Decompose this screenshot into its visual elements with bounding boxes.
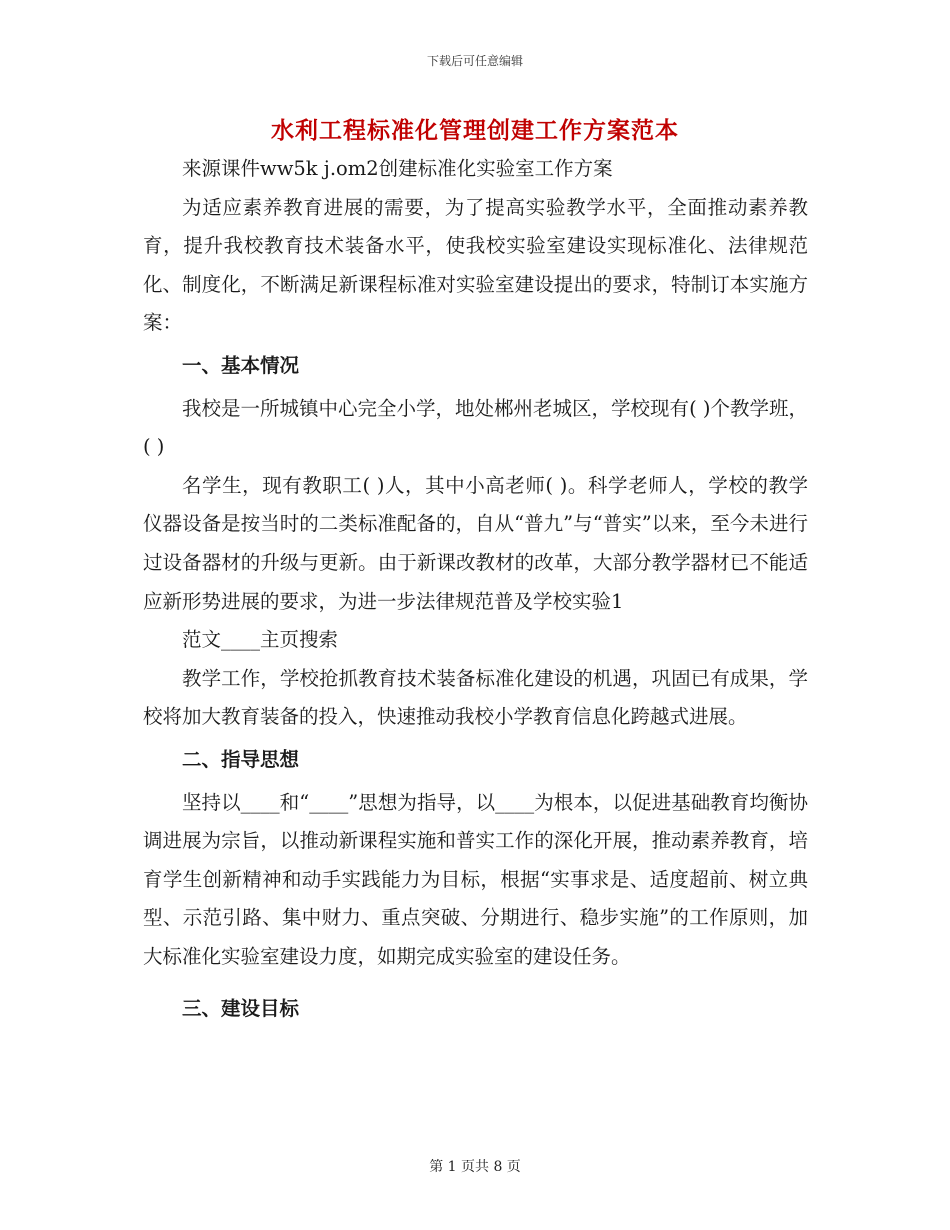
section-heading-construction-goals: 三、建设目标 xyxy=(182,997,300,1021)
basic-info-paragraph-3: 教学工作，学校抢抓教育技术装备标准化建设的机遇，巩固已有成果，学校将加大教育装备的投入，快速推动我校小学教育信息化跨越式进展。 xyxy=(143,666,808,729)
document-title: 水利工程标准化管理创建工作方案范本 xyxy=(271,117,679,144)
basic-info-paragraph-2: 名学生，现有教职工( )人，其中小高老师( )。科学老师人，学校的教学仪器设备是按当时的二类标准配备的，自从“普九”与“普实”以来，至今未进行过设备器材的升级与更新。由于新课改教材的改革，大部分教学器材已不能适应新形势进展的要求，为进一步法律规范普及学校实验1 xyxy=(143,473,808,613)
search-line: 范文____主页搜索 xyxy=(182,628,339,652)
source-line: 来源课件ww5k j.om2创建标准化实验室工作方案 xyxy=(182,157,613,180)
header-note: 下载后可任意编辑 xyxy=(426,54,523,68)
guiding-ideology-paragraph: 坚持以____和“____”思想为指导，以____为根本，以促进基础教育均衡协调进展为宗旨，以推动新课程实施和普实工作的深化开展，推动素养教育，培育学生创新精神和动手实践能力为目标，根据“实事求是、适度超前、树立典型、示范引路、集中财力、重点突破、分期进行、稳步实施”的工作原则，加大标准化实验室建设力度，如期完成实验室的建设任务。 xyxy=(143,790,808,968)
section-heading-basic-info: 一、基本情况 xyxy=(182,353,300,377)
basic-info-paragraph-1: 我校是一所城镇中心完全小学，地处郴州老城区，学校现有( )个教学班，( ) xyxy=(143,396,808,459)
page-number: 第 1 页共 8 页 xyxy=(429,1159,521,1175)
document-body xyxy=(143,150,808,1033)
intro-paragraph: 为适应素养教育进展的需要，为了提高实验教学水平，全面推动素养教育，提升我校教育技术装备水平，使我校实验室建设实现标准化、法律规范化、制度化，不断满足新课程标准对实验室建设提出的要求，特制订本实施方案： xyxy=(143,195,808,335)
section-heading-guiding-ideology: 二、指导思想 xyxy=(182,747,300,771)
